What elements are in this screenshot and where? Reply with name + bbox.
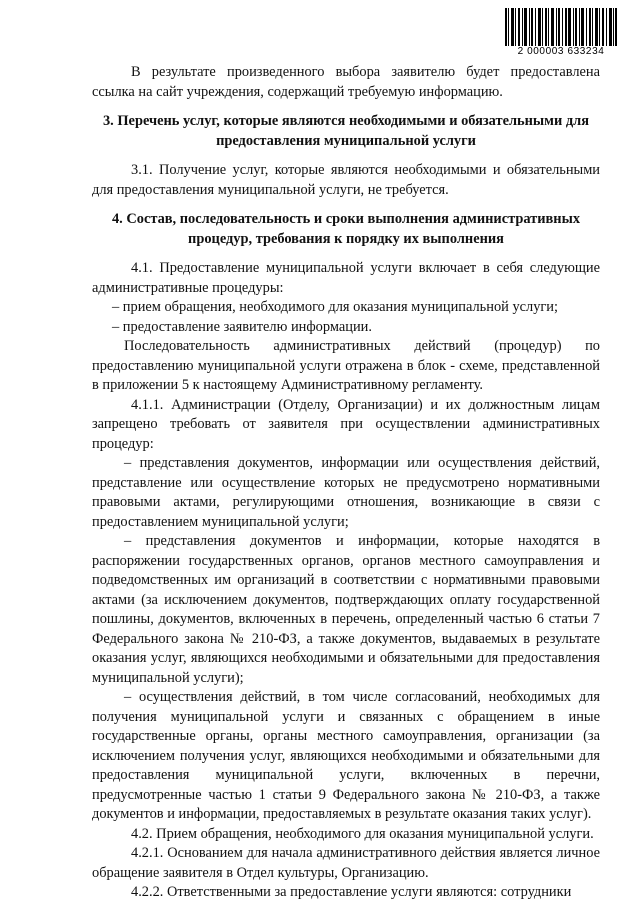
paragraph-4-2-1: 4.2.1. Основанием для начала административного действия является личное обращение заявителя в Отдел культуры, Организацию. — [92, 845, 600, 881]
list-item-procedure-1: – прием обращения, необходимого для оказания муниципальной услуги; — [112, 299, 559, 315]
paragraph-result-link: В результате произведенного выбора заявителю будет предоставлена ссылка на сайт учреждения, содержащий требуемую информацию. — [92, 64, 600, 100]
list-item-procedure-2: – предоставление заявителю информации. — [112, 318, 372, 335]
section-4-heading: 4. Состав, последовательность и сроки выполнения административных процедур, требования к порядку их выполнения — [111, 211, 581, 247]
paragraph-4-2-2: 4.2.2. Ответственными за предоставление услуги являются: сотрудники — [131, 884, 572, 900]
barcode-bars — [505, 8, 617, 46]
list-item-prohibition-2: – представления документов и информации, которые находятся в распоряжении государственных органов, органов местного самоуправления и подведомственных им организаций в соответствии с нормативными правовыми актами (за исключением документов, подтверждающих оплату государственной пошлины, документов, включенных в перечень, определенный частью 6 статьи 7 Федерального закона № 210-ФЗ, а также документов, выдаваемых в результате оказания услуг, являющихся необходимыми и обязательными для предоставления муниципальной услуги); — [92, 533, 600, 686]
paragraph-4-1: 4.1. Предоставление муниципальной услуги включает в себя следующие административные процедуры: — [92, 260, 600, 296]
paragraph-sequence: Последовательность административных действий (процедур) по предоставлению муниципальной услуги отражена в блок - схеме, представленной в приложении 5 к настоящему Административному регламенту. — [92, 338, 600, 393]
section-3-heading: 3. Перечень услуг, которые являются необходимыми и обязательными для предоставления муниципальной услуги — [102, 113, 590, 149]
barcode-number: 2 000003 633234 — [517, 46, 605, 57]
document-page — [92, 63, 600, 903]
barcode — [505, 8, 617, 58]
paragraph-4-2: 4.2. Прием обращения, необходимого для оказания муниципальной услуги. — [131, 825, 594, 842]
list-item-prohibition-3: – осуществления действий, в том числе согласований, необходимых для получения муниципальной услуги и связанных с обращением в иные государственные органы, органы местного самоуправления, организации (за исключением получения услуг, являющихся необходимыми и обязательными для предоставления муниципальной услуги, включенных в перечни, предусмотренные частью 1 статьи 9 Федерального закона № 210-ФЗ, а также документов и информации, предоставляемых в результате оказания таких услуг). — [92, 689, 600, 822]
paragraph-3-1: 3.1. Получение услуг, которые являются необходимыми и обязательными для предоставления муниципальной услуги, не требуется. — [92, 162, 600, 198]
list-item-prohibition-1: – представления документов, информации или осуществления действий, представление или осуществление которых не предусмотрено нормативными правовыми актами, регулирующими отношения, возникающие в связи с предоставлением муниципальной услуги; — [92, 455, 600, 530]
paragraph-4-1-1: 4.1.1. Администрации (Отделу, Организации) и их должностным лицам запрещено требовать от заявителя при осуществлении административных процедур: — [92, 396, 600, 452]
